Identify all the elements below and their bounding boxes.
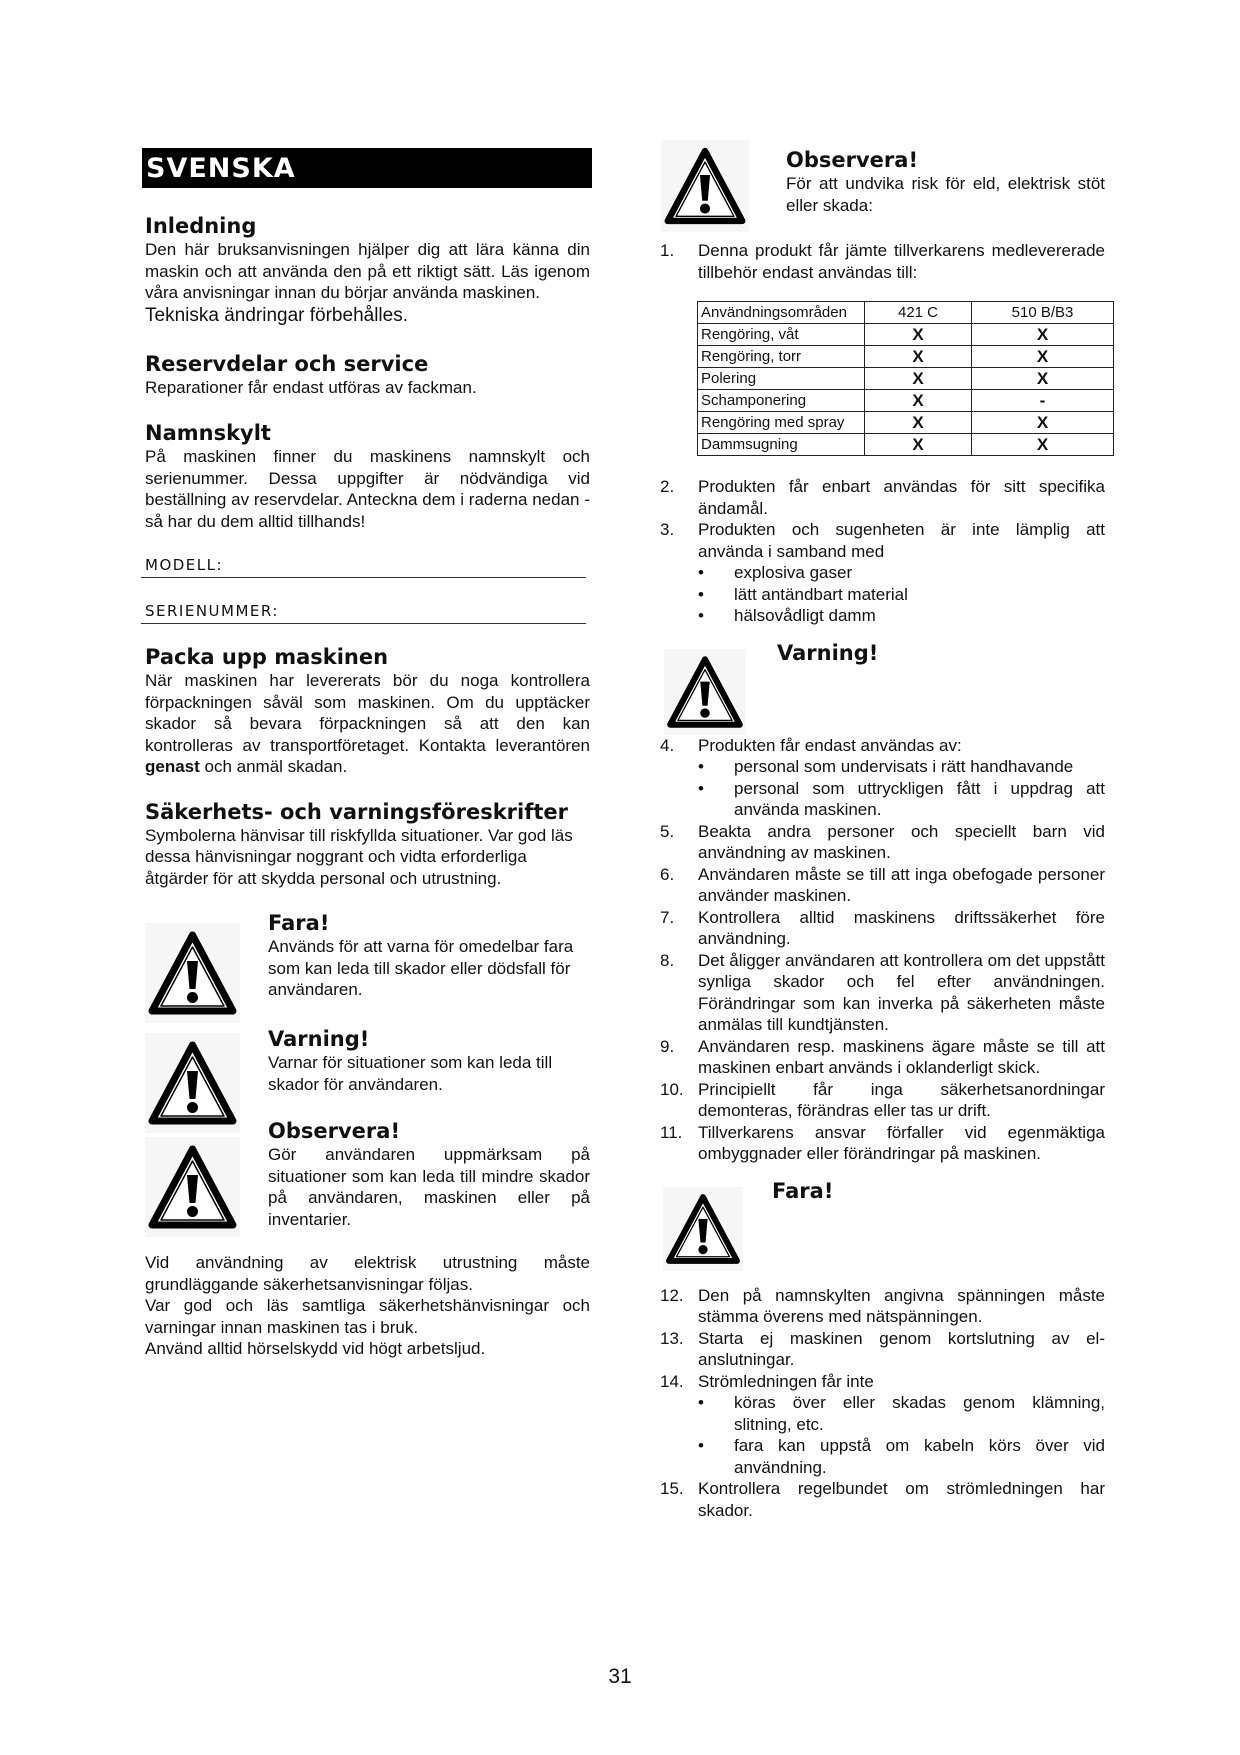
tech-changes-note: Tekniska ändringar förbehålles. bbox=[145, 304, 408, 326]
serial-field: SERIENUMMER: bbox=[141, 602, 586, 624]
unpack-heading: Packa upp maskinen bbox=[145, 645, 389, 669]
spare-parts-heading: Reservdelar och service bbox=[145, 351, 429, 376]
caution-triangle-icon bbox=[145, 1137, 240, 1237]
warning-title-fara: Fara! bbox=[268, 911, 330, 935]
list-item: 15. Kontrollera regelbundet om strömledningen har skador. bbox=[660, 1479, 1105, 1520]
emphasis-genast: genast bbox=[145, 757, 200, 776]
list-item: 9. Användaren resp. maskinens ägare måste se till att maskinen enbart används i oklanderligt skick. bbox=[660, 1036, 1105, 1077]
bullet-item: • hälsovådligt damm bbox=[698, 606, 876, 625]
page-number: 31 bbox=[608, 1665, 632, 1688]
bullet-item: • explosiva gaser bbox=[698, 563, 853, 582]
safety-heading: Säkerhets- och varningsföreskrifter bbox=[145, 799, 568, 824]
bullet-list bbox=[698, 1392, 1105, 1478]
unpack-text: När maskinen har levererats bör du noga kontrollera förpackningen såväl som maskinen. Om du upptäcker skador så bevara förpackningen så att den kan kontrolleras av transportföretaget. Kontakta leverantören genast och anmäl skadan. bbox=[145, 671, 590, 776]
list-item: 8. Det åligger användaren att kontrollera om det uppstått synliga skador och fel efter användningen. Förändringar som kan inverka på säkerheten måste anmälas till kundtjänsten. bbox=[660, 950, 1105, 1034]
list-item: 14. Strömledningen får inte • köras över eller skadas genom klämning, slitning, etc. • fara kan uppstå om kabeln körs över vid användning. bbox=[660, 1371, 1105, 1477]
spare-parts-text: Reparationer får endast utföras av fackman. bbox=[145, 377, 477, 397]
table-header: 510 B/B3 bbox=[972, 302, 1114, 324]
warning-text-fara: Används för att varna för omedelbar fara som kan leda till skador eller dödsfall för användaren. bbox=[268, 937, 574, 999]
danger-triangle-icon bbox=[145, 923, 240, 1023]
warning-triangle-icon bbox=[145, 1033, 240, 1133]
list-item: 13. Starta ej maskinen genom kortslutning av el-anslutningar. bbox=[660, 1328, 1105, 1369]
table-row: Rengöring med spray X X bbox=[698, 412, 1114, 434]
list-item: 6. Användaren måste se till att inga obefogade personer använder maskinen. bbox=[660, 864, 1105, 905]
table-row: Schamponering X - bbox=[698, 390, 1114, 412]
nameplate-heading: Namnskylt bbox=[145, 421, 271, 445]
bullet-item: • personal som undervisats i rätt handhavande bbox=[698, 757, 1074, 776]
safety-text: Symbolerna hänvisar till riskfyllda situationer. Var god läs dessa hänvisningar noggrant och vidta erforderliga åtgärder för att skydda personal och utrustning. bbox=[145, 825, 573, 888]
warning-block-fara bbox=[145, 911, 590, 1011]
danger-triangle-icon bbox=[660, 1187, 746, 1271]
fara-title: Fara! bbox=[772, 1178, 834, 1203]
language-header: SVENSKA bbox=[142, 148, 592, 188]
instruction-list bbox=[660, 735, 1105, 1165]
table-header: 421 C bbox=[865, 302, 972, 324]
list-item: 4. Produkten får endast användas av: • personal som undervisats i rätt handhavande • personal som uttryckligen fått i uppdrag att använda maskinen. bbox=[660, 735, 1105, 819]
table-row: Polering X X bbox=[698, 368, 1114, 390]
warning-title-observera: Observera! bbox=[268, 1119, 401, 1143]
bullet-item: • köras över eller skadas genom klämning, slitning, etc. bbox=[698, 1393, 1105, 1434]
fara-block bbox=[660, 1179, 1105, 1275]
table-header: Användningsområden bbox=[698, 302, 865, 324]
closing-note: Använd alltid hörselskydd vid högt arbetsljud. bbox=[145, 1339, 486, 1358]
right-column bbox=[660, 148, 1105, 1521]
observe-title: Observera! bbox=[786, 148, 919, 172]
instruction-list bbox=[660, 476, 1105, 627]
bullet-list bbox=[698, 562, 1105, 627]
warning-triangle-icon bbox=[660, 649, 750, 735]
table-row: Dammsugning X X bbox=[698, 434, 1114, 456]
list-item: 12. Den på namnskylten angivna spänningen måste stämma överens med nätspänningen. bbox=[660, 1285, 1105, 1326]
list-item: 11. Tillverkarens ansvar förfaller vid egenmäktiga ombyggnader eller förändringar på maskinen. bbox=[660, 1122, 1105, 1163]
list-item: 3. Produkten och sugenheten är inte lämplig att använda i samband med • explosiva gaser • lätt antändbart material • hälsovådligt damm bbox=[660, 520, 1105, 625]
observe-text: För att undvika risk för eld, elektrisk stöt eller skada: bbox=[786, 174, 1105, 215]
list-item: 1. Denna produkt får jämte tillverkarens medlevererade tillbehör endast användas till: bbox=[660, 241, 1105, 282]
bullet-item: • lätt antändbart material bbox=[698, 584, 908, 604]
observe-block bbox=[660, 148, 1105, 230]
warning-block-observera bbox=[145, 1119, 590, 1230]
list-item: 5. Beakta andra personer och speciellt barn vid användning av maskinen. bbox=[660, 821, 1105, 862]
warning-title-varning: Varning! bbox=[268, 1027, 370, 1051]
warning-block-varning bbox=[145, 1027, 590, 1127]
instruction-list bbox=[660, 1285, 1105, 1522]
table-header-row bbox=[698, 302, 1114, 324]
varning-block bbox=[660, 641, 1105, 729]
caution-triangle-icon bbox=[660, 140, 750, 232]
warning-text-observera: Gör användaren uppmärksam på situationer som kan leda till mindre skador på användaren, maskinen eller på inventarier. bbox=[268, 1145, 590, 1229]
left-column bbox=[145, 148, 590, 1360]
closing-notes bbox=[145, 1252, 590, 1360]
varning-title: Varning! bbox=[777, 640, 879, 665]
list-item: 7. Kontrollera alltid maskinens driftssäkerhet före användning. bbox=[660, 907, 1105, 948]
usage-table bbox=[697, 301, 1114, 456]
closing-note: Vid användning av elektrisk utrustning måste grundläggande säkerhetsanvisningar följas. bbox=[145, 1253, 590, 1294]
instruction-list bbox=[660, 240, 1105, 283]
nameplate-text: På maskinen finner du maskinens namnskylt och serienummer. Dessa uppgifter är nödvändiga vid beställning av reservdelar. Anteckna dem i raderna nedan - så har du dem alltid tillhands! bbox=[145, 447, 590, 531]
table-row: Rengöring, våt X X bbox=[698, 324, 1114, 346]
intro-text: Den här bruksanvisningen hjälper dig att lära känna din maskin och att använda den på ett riktigt sätt. Läs igenom våra anvisningar innan du börjar använda maskinen. bbox=[145, 240, 590, 302]
table-row: Rengöring, torr X X bbox=[698, 346, 1114, 368]
list-item: 10. Principiellt får inga säkerhetsanordningar demonteras, förändras eller tas ur drift. bbox=[660, 1079, 1105, 1120]
bullet-list bbox=[698, 756, 1105, 821]
model-field: MODELL: bbox=[141, 556, 586, 578]
intro-heading: Inledning bbox=[145, 214, 257, 238]
bullet-item: • fara kan uppstå om kabeln körs över vid användning. bbox=[698, 1436, 1105, 1477]
list-item: 2. Produkten får enbart användas för sitt specifika ändamål. bbox=[660, 477, 1105, 518]
bullet-item: • personal som uttryckligen fått i uppdrag att använda maskinen. bbox=[698, 778, 1105, 819]
warning-text-varning: Varnar för situationer som kan leda till skador för användaren. bbox=[268, 1053, 553, 1094]
closing-note: Var god och läs samtliga säkerhetshänvisningar och varningar innan maskinen tas i bruk. bbox=[145, 1296, 590, 1337]
